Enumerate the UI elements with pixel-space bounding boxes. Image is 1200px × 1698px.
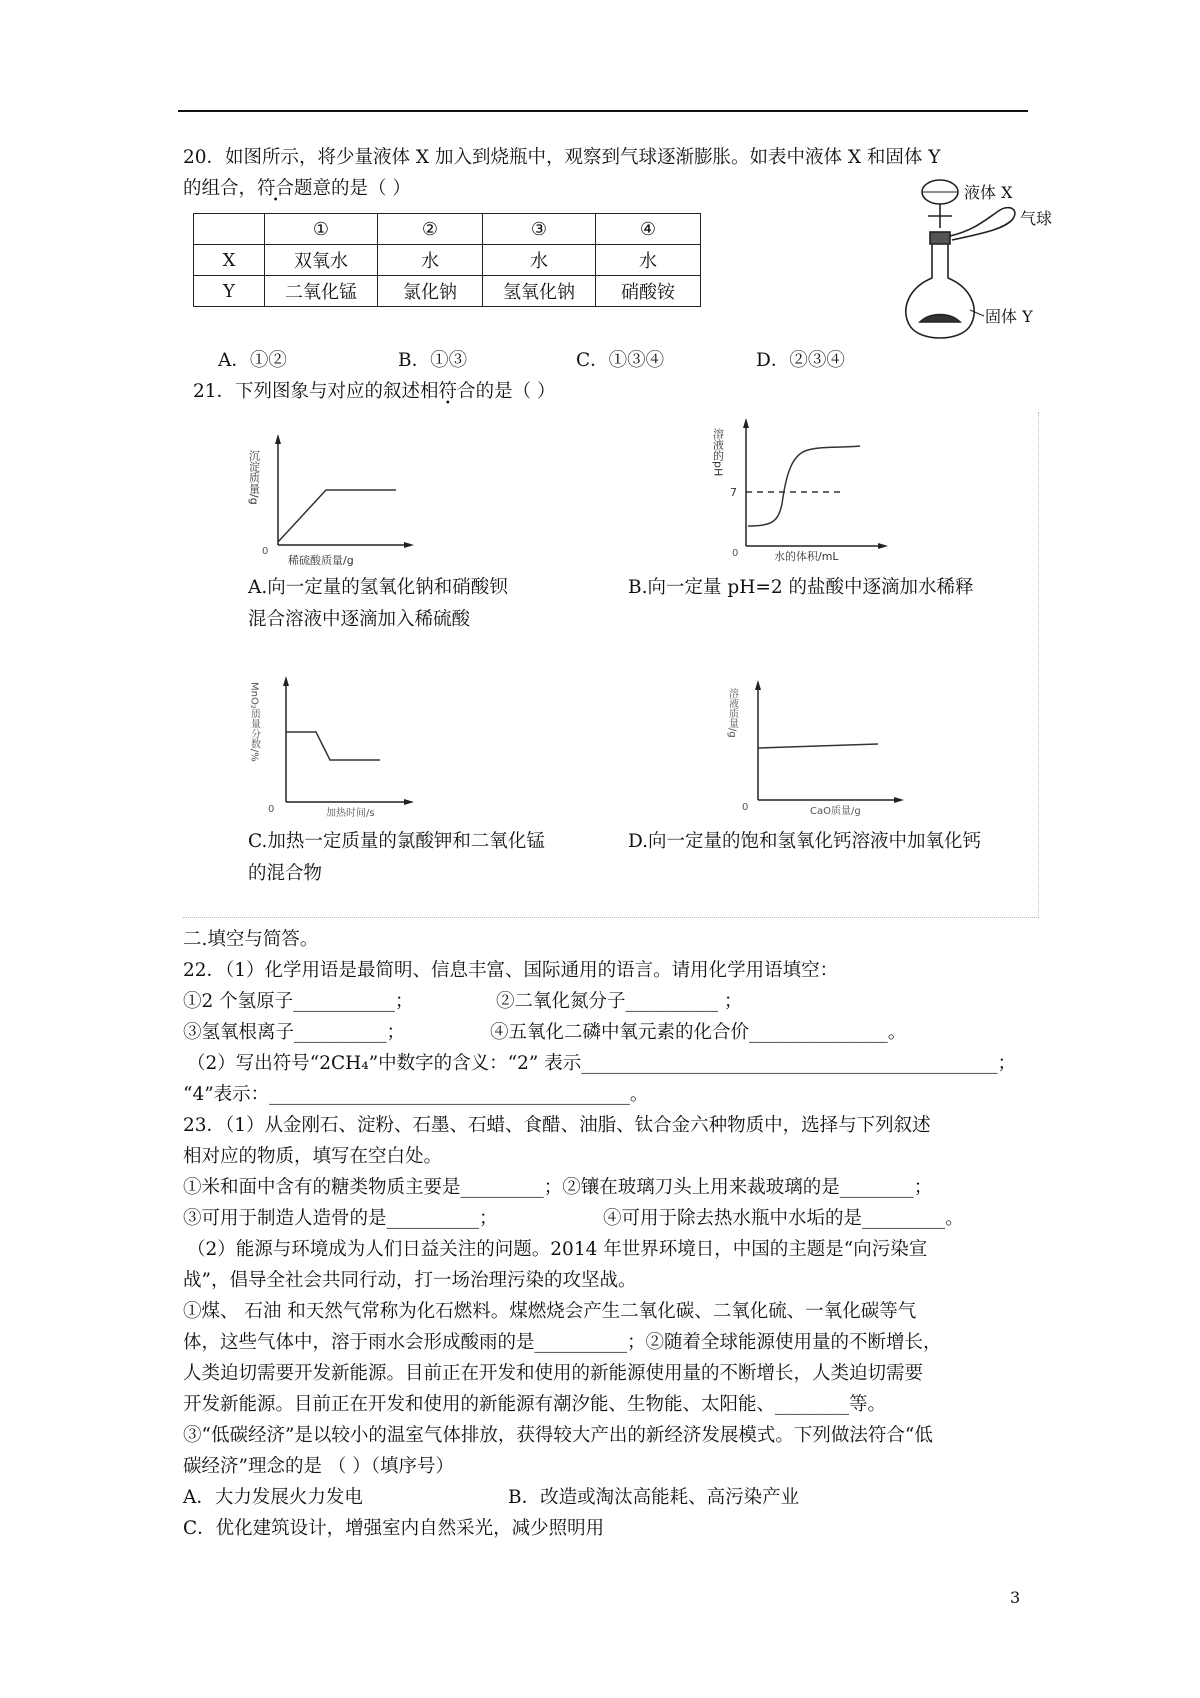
chart-a-ylabel: 沉淀质量/g: [247, 450, 261, 505]
q23-line11: ③“低碳经济”是以较小的温室气体排放，获得较大产出的新经济发展模式。下列做法符合“低: [183, 1425, 933, 1446]
chart-a-series-line: [278, 490, 396, 542]
chart-a: [248, 430, 418, 570]
page-number: 3: [1010, 1588, 1021, 1607]
chart-a-xlabel: 稀硫酸质量/g: [288, 554, 354, 567]
chart-a-caption-line2: 混合溶液中逐滴加入稀硫酸: [248, 609, 471, 630]
chart-d-xlabel: CaO质量/g: [810, 806, 861, 817]
chart-d-origin: 0: [742, 802, 749, 813]
q20-option-a: A．①②: [218, 350, 287, 371]
q23-line4a: ③可用于制造人造骨的是__________；: [183, 1208, 498, 1229]
q23-line8: 体，这些气体中，溶于雨水会形成酸雨的是__________；②随着全球能源使用量的不断增长，: [183, 1332, 942, 1353]
chart-b-xlabel: 水的体积/mL: [774, 550, 839, 563]
chart-a-caption-line1: A.向一定量的氢氧化钠和硝酸钡: [248, 577, 508, 598]
q23-option-c: C．优化建筑设计，增强室内自然采光，减少照明用: [183, 1518, 605, 1539]
q22-item-3: ③氢氧根离子__________；: [183, 1022, 406, 1043]
chart-b-series-line: [748, 446, 860, 526]
solid-y-label: 固体 Y: [985, 307, 1033, 326]
q23-option-a: A．大力发展火力发电: [183, 1487, 363, 1508]
chart-a-origin: 0: [262, 546, 269, 557]
q23-line12: 碳经济”理念的是 （ ）（填序号）: [183, 1456, 454, 1477]
q23-line6: 战”，倡导全社会共同行动，打一场治理污染的攻坚战。: [183, 1270, 637, 1291]
q23-line5: （2）能源与环境成为人们日益关注的问题。2014 年世界环境日，中国的主题是“向污染宣: [187, 1239, 928, 1260]
q23-line10: 开发新能源。目前正在开发和使用的新能源有潮汐能、生物能、太阳能、________等。: [183, 1394, 887, 1415]
chart-d-ylabel: 溶液质量/g: [726, 688, 738, 738]
chart-b: [712, 414, 892, 564]
table-row: ① ② ③ ④: [194, 214, 701, 245]
q23-line3: ①米和面中含有的糖类物质主要是_________；②镶在玻璃刀头上用来裁玻璃的是________；: [183, 1177, 933, 1198]
section-2-heading: 二.填空与简答。: [183, 929, 319, 950]
q23-option-b: B．改造或淘汰高能耗、高污染产业: [508, 1487, 800, 1508]
q22-item-1: ①2 个氢原子___________；: [183, 991, 414, 1012]
q20-line2: 的组合，符合题意的是（ ）: [183, 176, 411, 202]
chart-c-origin: 0: [268, 804, 275, 815]
q23-line7: ①煤、 石油 和天然气常称为化石燃料。煤燃烧会产生二氧化碳、二氧化硫、一氧化碳等气: [183, 1301, 917, 1322]
chart-c-xlabel: 加热时间/s: [326, 808, 375, 819]
chart-c-caption-line1: C.加热一定质量的氯酸钾和二氧化锰: [248, 831, 545, 852]
chart-c-ylabel: MnO₂质量分数/%: [248, 682, 260, 762]
table-row: X 双氧水 水 水 水: [194, 245, 701, 276]
q23-line4b: ④可用于除去热水瓶中水垢的是_________。: [603, 1208, 964, 1229]
chart-b-caption: B.向一定量 pH=2 的盐酸中逐滴加水稀释: [628, 577, 974, 598]
q23-line9: 人类迫切需要开发新能源。目前正在开发和使用的新能源使用量的不断增长，人类迫切需要: [183, 1363, 924, 1384]
emphasis-dots: 符合: [257, 178, 295, 199]
chart-d-series-line: [758, 744, 878, 748]
chart-b-tick-7: 7: [730, 486, 737, 499]
q22-item-2: ②二氧化氮分子__________ ；: [496, 991, 743, 1012]
q22-part2-line2: “4”表示：_______________________________________。: [183, 1084, 649, 1105]
q23-line1: 23．（1）从金刚石、淀粉、石墨、石蜡、食醋、油脂、钛合金六种物质中，选择与下列叙述: [183, 1115, 931, 1136]
q20-table: [193, 213, 701, 307]
q22-line1: 22．（1）化学用语是最简明、信息丰富、国际通用的语言。请用化学用语填空：: [183, 960, 839, 981]
chart-d-caption: D.向一定量的饱和氢氧化钙溶液中加氧化钙: [628, 831, 982, 852]
balloon-label: 气球: [1020, 209, 1053, 228]
table-row: Y 二氧化锰 氯化钠 氢氧化钠 硝酸铵: [194, 276, 701, 307]
chart-c-caption-line2: 的混合物: [248, 863, 323, 884]
q20-option-c: C．①③④: [576, 350, 665, 371]
chart-c-series-line: [286, 732, 380, 760]
q22-item-4: ④五氧化二磷中氧元素的化合价_______________。: [490, 1022, 907, 1043]
q21-stem: 21．下列图象与对应的叙述相符合的是（ ）: [193, 379, 555, 405]
chart-b-ylabel: 溶液的pH: [711, 428, 725, 477]
q20-option-d: D．②③④: [756, 350, 845, 371]
liquid-x-label: 液体 X: [964, 183, 1013, 202]
header-rule: [178, 110, 1028, 112]
q22-part2-line1: （2）写出符号“2CH₄”中数字的含义：“2” 表示_____________________________________________；: [187, 1053, 1016, 1074]
chart-b-origin: 0: [732, 548, 739, 559]
chart-c: [248, 672, 418, 822]
flask-apparatus-figure: [880, 170, 1070, 350]
q20-line1: 20．如图所示，将少量液体 X 加入到烧瓶中，观察到气球逐渐膨胀。如表中液体 X 和固体 Y: [183, 147, 941, 168]
q23-line2: 相对应的物质，填写在空白处。: [183, 1146, 443, 1167]
chart-d: [728, 676, 908, 821]
emphasis-dots: 相符合: [420, 381, 476, 402]
q20-option-b: B．①③: [398, 350, 468, 371]
